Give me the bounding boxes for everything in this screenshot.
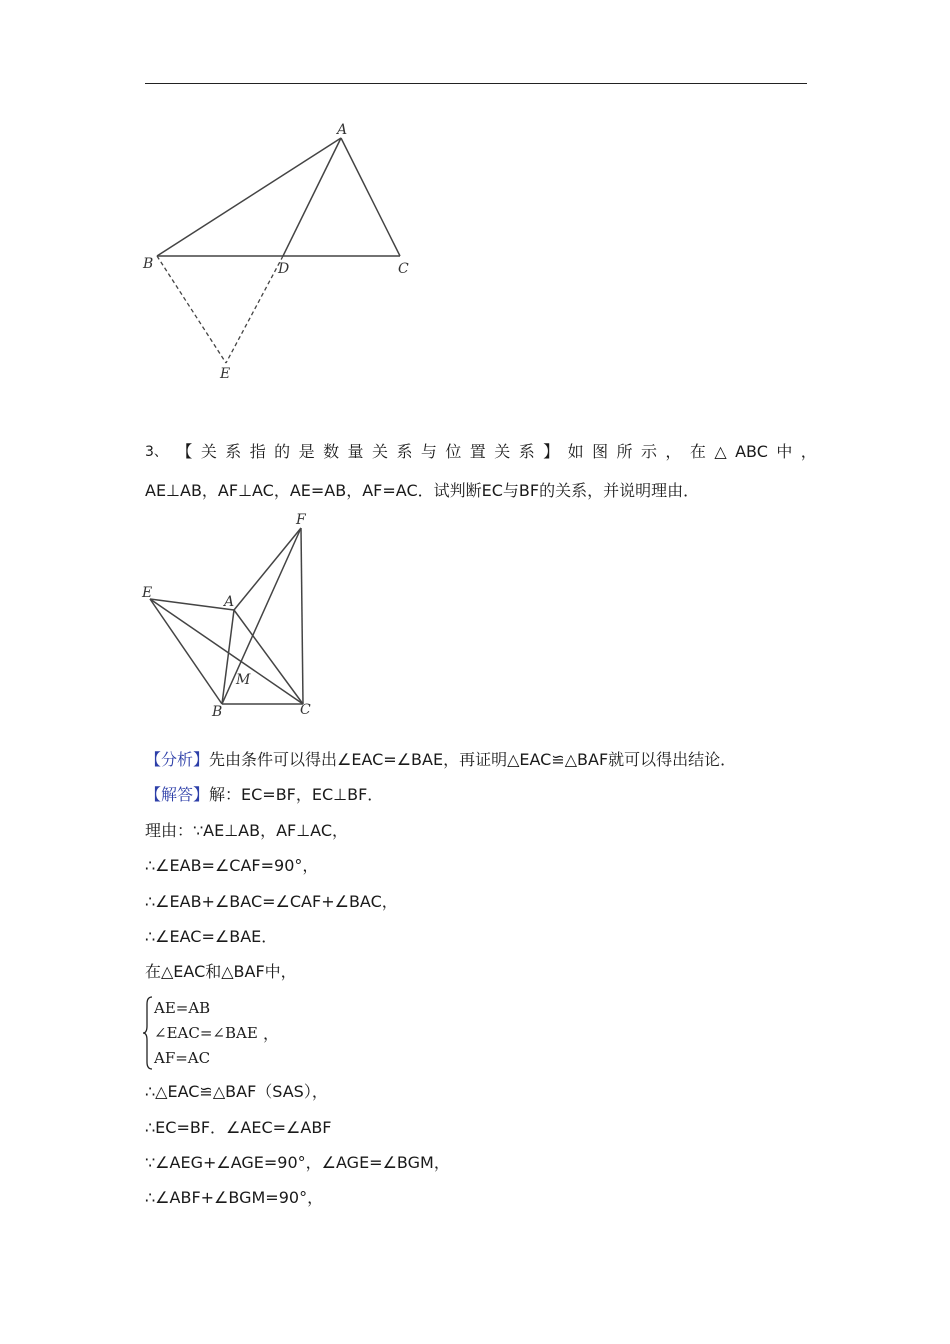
segment-eb bbox=[150, 599, 222, 704]
system-line: ∠EAC=∠BAE bbox=[154, 1024, 258, 1042]
segment-af bbox=[234, 528, 301, 610]
question-number: 3、 bbox=[145, 444, 168, 460]
analysis-line bbox=[145, 749, 736, 771]
q-token: 指 bbox=[249, 442, 266, 461]
question-3-line-2: AE⊥AB，AF⊥AC，AE=AB，AF=AC．试判断EC与BF的关系，并说明理由． bbox=[145, 481, 700, 500]
q-token: ， bbox=[665, 442, 682, 461]
system-line: AE=AB bbox=[154, 999, 211, 1017]
q-token: ABC bbox=[735, 442, 768, 461]
q-token: 位 bbox=[445, 442, 462, 461]
q-token: 是 bbox=[298, 442, 315, 461]
analysis-tag: 【分析】 bbox=[145, 750, 210, 769]
step-line: ∴EC=BF．∠AEC=∠ABF bbox=[145, 1118, 332, 1137]
segment-ba bbox=[157, 138, 341, 256]
step-line: ∴△EAC≌△BAF（SAS）， bbox=[145, 1082, 328, 1101]
q-token: 系 bbox=[225, 442, 242, 461]
q-token: 系 bbox=[396, 442, 413, 461]
q-token: 的 bbox=[274, 442, 291, 461]
q-token: 】 bbox=[543, 442, 560, 461]
label-b: B bbox=[212, 704, 223, 720]
question-3-line-1 bbox=[145, 441, 817, 463]
q-token: 系 bbox=[518, 442, 535, 461]
figure-triangle-abc-with-e bbox=[140, 118, 430, 388]
q-token: 【 bbox=[176, 442, 193, 461]
q-token: 所 bbox=[616, 442, 633, 461]
step-line: 理由：∵AE⊥AB，AF⊥AC， bbox=[145, 821, 349, 840]
q-token: 示 bbox=[640, 442, 657, 461]
q-token: 中 bbox=[776, 442, 793, 461]
q-token: 关 bbox=[494, 442, 511, 461]
step-line: 在△EAC和△BAF中， bbox=[145, 962, 297, 981]
answer-line bbox=[145, 784, 383, 806]
segment-ac bbox=[234, 610, 303, 704]
label-c: C bbox=[300, 702, 311, 718]
figure-two-right-triangles bbox=[140, 508, 330, 722]
step-line: ∵∠AEG+∠AGE=90°，∠AGE=∠BGM， bbox=[145, 1153, 450, 1172]
figure-2-svg bbox=[140, 508, 330, 722]
q-token: 关 bbox=[371, 442, 388, 461]
label-e: E bbox=[220, 366, 231, 382]
step-line: ∴∠EAC=∠BAE． bbox=[145, 927, 278, 946]
header-rule bbox=[145, 83, 807, 84]
system-line: AF=AC bbox=[154, 1049, 211, 1067]
q-token: 在 bbox=[689, 442, 706, 461]
step-line: ∴∠ABF+∠BGM=90°， bbox=[145, 1188, 324, 1207]
label-d: D bbox=[278, 261, 290, 277]
q-token: 数 bbox=[323, 442, 340, 461]
answer-tag: 【解答】 bbox=[145, 785, 210, 804]
q-token: 如 bbox=[567, 442, 584, 461]
q-token: ， bbox=[800, 442, 817, 461]
q-token: 关 bbox=[200, 442, 217, 461]
system-lines bbox=[154, 996, 258, 1071]
system-tail-comma: ， bbox=[263, 1024, 280, 1043]
q-token: 与 bbox=[420, 442, 437, 461]
q-token: 置 bbox=[469, 442, 486, 461]
q-token: 量 bbox=[347, 442, 364, 461]
step-line: ∴∠EAB+∠BAC=∠CAF+∠BAC， bbox=[145, 892, 398, 911]
segment-ad bbox=[283, 138, 341, 256]
equation-system bbox=[142, 996, 342, 1070]
q-token: 图 bbox=[592, 442, 609, 461]
segment-ec bbox=[150, 599, 303, 704]
analysis-text: 先由条件可以得出∠EAC=∠BAE，再证明△EAC≌△BAF就可以得出结论． bbox=[209, 750, 737, 769]
label-a: A bbox=[224, 594, 235, 610]
q-token: △ bbox=[714, 442, 727, 461]
label-c: C bbox=[398, 261, 409, 277]
label-b: B bbox=[143, 256, 154, 272]
label-m: M bbox=[236, 672, 251, 688]
left-brace-icon bbox=[142, 996, 154, 1070]
answer-text: 解：EC=BF，EC⊥BF． bbox=[209, 785, 384, 804]
step-line: ∴∠EAB=∠CAF=90°， bbox=[145, 856, 319, 875]
label-a: A bbox=[337, 122, 348, 138]
segment-be-dashed bbox=[157, 256, 226, 363]
label-f: F bbox=[296, 512, 306, 528]
segment-ac bbox=[341, 138, 400, 256]
segment-de-dashed bbox=[226, 256, 283, 363]
segment-fc bbox=[301, 528, 303, 704]
figure-1-svg bbox=[140, 118, 430, 388]
label-e: E bbox=[142, 585, 153, 601]
